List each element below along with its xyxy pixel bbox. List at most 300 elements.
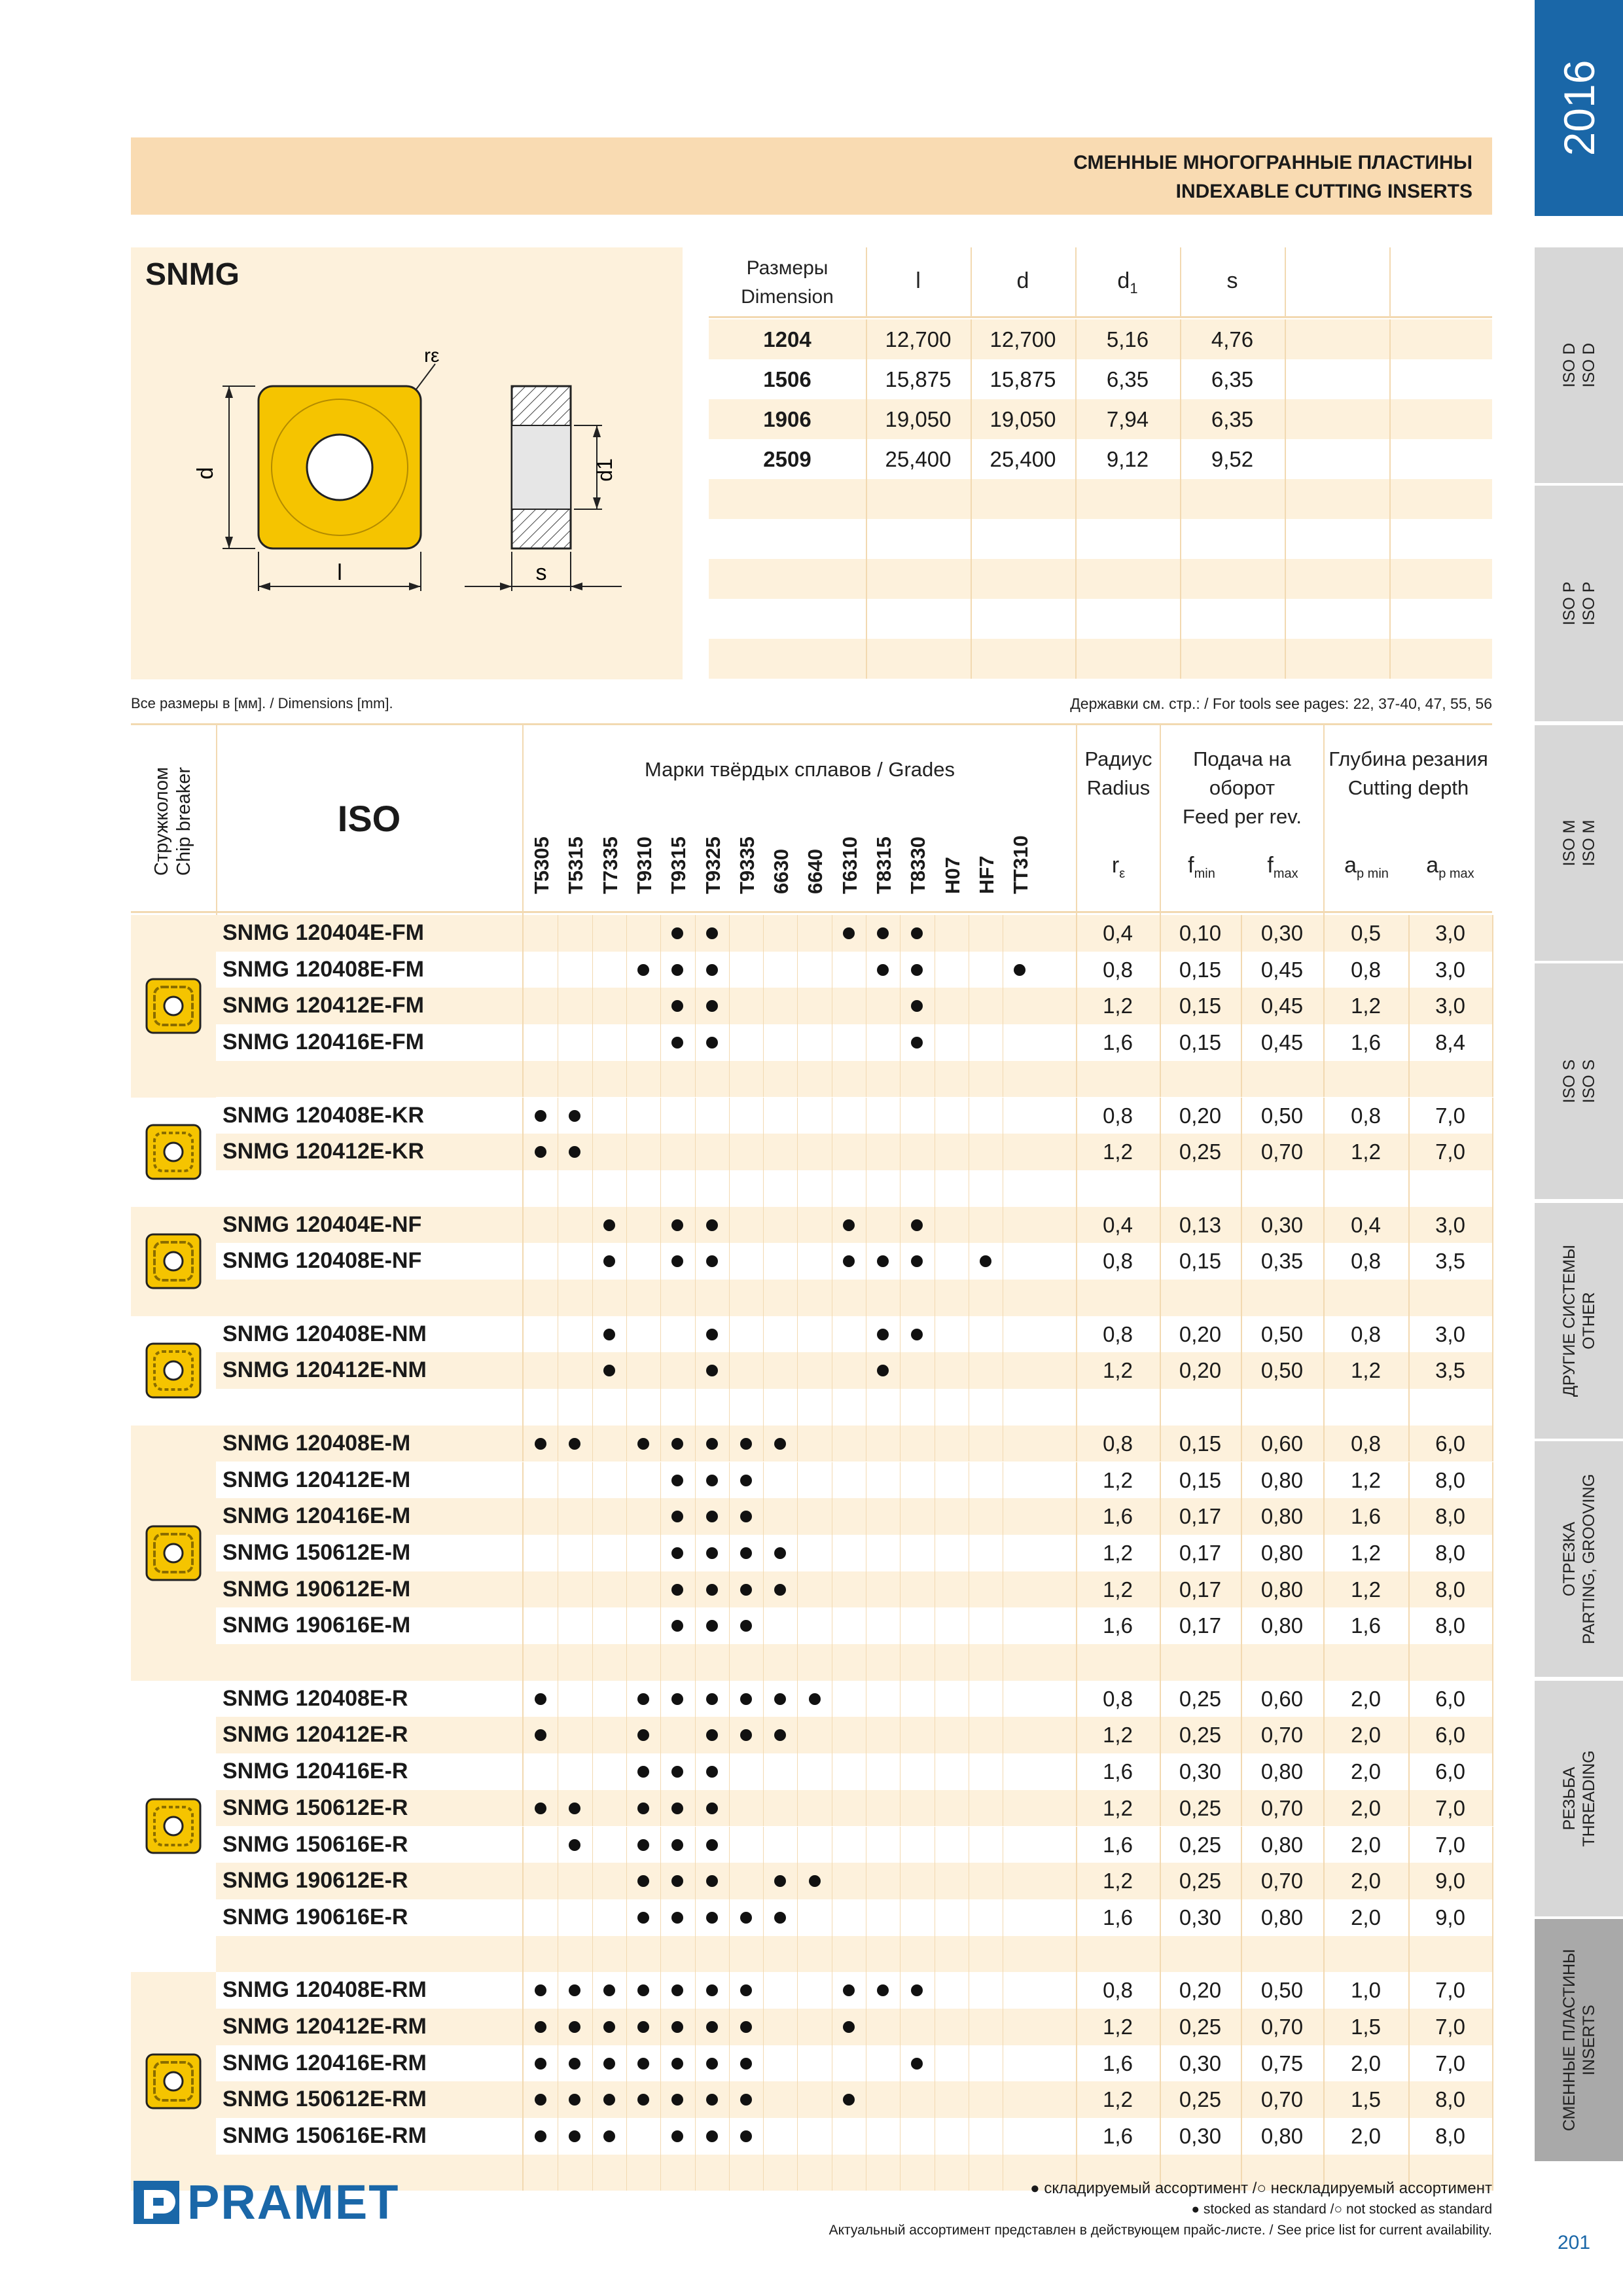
cell-r: 0,8 xyxy=(1103,1431,1133,1456)
chipbreaker-icon xyxy=(131,1098,216,1207)
stock-dot xyxy=(706,1329,718,1340)
insert-code: SNMG 190612E-R xyxy=(223,1868,408,1893)
dim-cell-l: 25,400 xyxy=(885,447,952,471)
stock-dot xyxy=(1014,964,1026,976)
cell-r: 1,6 xyxy=(1103,1613,1133,1638)
header-title-en: INDEXABLE CUTTING INSERTS xyxy=(1175,181,1472,202)
stock-dot xyxy=(706,2058,718,2070)
cell-apmin: 1,0 xyxy=(1351,1978,1381,2003)
cell-fmin: 0,25 xyxy=(1179,1795,1222,1820)
grade-header: T8330 xyxy=(906,836,930,894)
stock-dot xyxy=(706,1438,718,1450)
dim-cell-d: 25,400 xyxy=(990,447,1056,471)
cell-apmax: 7,0 xyxy=(1435,2015,1465,2039)
cell-fmin: 0,25 xyxy=(1179,1869,1222,1893)
chipbreaker-icon xyxy=(131,1426,216,1681)
cell-r: 1,6 xyxy=(1103,1030,1133,1055)
stock-dot xyxy=(535,2130,546,2142)
table-row xyxy=(216,1681,1492,1717)
cell-fmin: 0,25 xyxy=(1179,1686,1222,1711)
grade-header: T9325 xyxy=(701,836,724,894)
grade-header: T5315 xyxy=(564,836,588,894)
insert-code: SNMG 120412E-M xyxy=(223,1467,411,1492)
stock-dot xyxy=(706,1547,718,1559)
legend-availability: Актуальный ассортимент представлен в действующем прайс-листе. / See price list for current availability. xyxy=(829,2223,1492,2238)
stock-dot xyxy=(637,1803,649,1814)
cell-apmin: 1,6 xyxy=(1351,1030,1381,1055)
cell-fmin: 0,15 xyxy=(1179,994,1222,1018)
cell-r: 1,2 xyxy=(1103,1467,1133,1492)
sym-r: $r_\varepsilon$ xyxy=(1111,853,1126,881)
dim-cell-d: 15,875 xyxy=(990,367,1056,391)
insert-code: SNMG 190612E-M xyxy=(223,1576,411,1602)
dim-label-re: rε xyxy=(424,345,440,367)
grade-header: HF7 xyxy=(974,855,998,894)
cell-r: 1,2 xyxy=(1103,1795,1133,1820)
grade-header: T9315 xyxy=(667,836,690,894)
dim-cell-d: 19,050 xyxy=(990,407,1056,431)
cell-fmax: 0,80 xyxy=(1260,1504,1304,1529)
cell-fmax: 0,70 xyxy=(1260,2015,1304,2039)
table-spacer-row xyxy=(216,1644,1492,1681)
cell-fmax: 0,80 xyxy=(1260,1467,1304,1492)
insert-code: SNMG 120412E-FM xyxy=(223,993,424,1018)
stock-dot xyxy=(603,1365,615,1376)
cell-r: 1,6 xyxy=(1103,1759,1133,1784)
cell-apmin: 0,8 xyxy=(1351,1103,1381,1128)
stock-dot xyxy=(671,1984,683,1996)
stock-dot xyxy=(671,1547,683,1559)
stock-dot xyxy=(740,2130,752,2142)
stock-dot xyxy=(877,927,889,939)
stock-dot xyxy=(740,1584,752,1596)
cell-fmax: 0,45 xyxy=(1260,994,1304,1018)
stock-dot xyxy=(706,1766,718,1778)
stock-dot xyxy=(671,1620,683,1632)
col-l: l xyxy=(916,268,921,293)
stock-dot xyxy=(637,1438,649,1450)
stock-dot xyxy=(603,2130,615,2142)
cell-apmax: 7,0 xyxy=(1435,1139,1465,1164)
stock-dot xyxy=(637,1984,649,1996)
table-row xyxy=(216,1352,1492,1389)
insert-code: SNMG 120404E-FM xyxy=(223,920,424,945)
cell-fmax: 0,30 xyxy=(1260,921,1304,945)
cell-r: 1,2 xyxy=(1103,1577,1133,1602)
cell-apmin: 1,2 xyxy=(1351,1467,1381,1492)
sym-fmin: $f_{min}$ xyxy=(1188,853,1215,881)
insert-code: SNMG 120408E-KR xyxy=(223,1102,425,1128)
legend-ru: ● складируемый ассортимент /○ нескладируемый ассортимент xyxy=(1030,2179,1492,2197)
stock-dot xyxy=(535,1110,546,1122)
cell-fmin: 0,20 xyxy=(1179,1321,1222,1346)
grades-header: Марки твёрдых сплавов / Grades xyxy=(644,758,955,781)
insert-code: SNMG 120412E-R xyxy=(223,1722,408,1748)
year-label: 2016 xyxy=(1554,60,1603,156)
page-number: 201 xyxy=(1558,2232,1591,2253)
dim-cell-s: 6,35 xyxy=(1211,367,1254,391)
dim-cell-l: 19,050 xyxy=(885,407,952,431)
stock-dot xyxy=(603,1219,615,1231)
stock-dot xyxy=(706,1693,718,1705)
table-row xyxy=(216,1899,1492,1936)
cell-fmax: 0,30 xyxy=(1260,1212,1304,1237)
stock-dot xyxy=(706,2094,718,2106)
stock-dot xyxy=(569,1110,580,1122)
cell-fmax: 0,45 xyxy=(1260,1030,1304,1055)
dimension-row xyxy=(709,519,1492,559)
cell-r: 1,6 xyxy=(1103,1905,1133,1929)
stock-dot xyxy=(740,1729,752,1741)
cell-apmax: 7,0 xyxy=(1435,2051,1465,2075)
dim-cell-d1: 9,12 xyxy=(1106,447,1149,471)
sidebar-tab-6[interactable] xyxy=(1535,1681,1623,1919)
table-row xyxy=(216,988,1492,1024)
stock-dot xyxy=(740,1984,752,1996)
cell-fmax: 0,70 xyxy=(1260,1869,1304,1893)
stock-dot xyxy=(843,1984,855,1996)
stock-dot xyxy=(706,1511,718,1522)
stock-dot xyxy=(671,1475,683,1486)
dimension-row xyxy=(709,359,1492,399)
dim-cell-s: 9,52 xyxy=(1211,447,1254,471)
stock-dot xyxy=(809,1875,821,1887)
cell-fmin: 0,15 xyxy=(1179,1431,1222,1456)
stock-dot xyxy=(911,1037,923,1049)
stock-dot xyxy=(774,1547,786,1559)
feed-header: Подача на оборот Feed per rev. xyxy=(1182,747,1302,828)
sidebar-tab-label: РЕЗЬБА THREADING xyxy=(1560,1750,1598,1847)
col-s: s xyxy=(1226,268,1238,293)
cell-fmax: 0,60 xyxy=(1260,1686,1304,1711)
cell-apmin: 1,6 xyxy=(1351,1504,1381,1529)
dim-cell-d1: 6,35 xyxy=(1106,367,1149,391)
grade-table-header xyxy=(131,723,1492,913)
cell-apmax: 3,0 xyxy=(1435,957,1465,982)
dimension-row xyxy=(709,399,1492,439)
cell-fmin: 0,15 xyxy=(1179,1249,1222,1274)
stock-dot xyxy=(637,1875,649,1887)
cell-fmax: 0,80 xyxy=(1260,2124,1304,2149)
cell-fmax: 0,75 xyxy=(1260,2051,1304,2075)
pramet-logo-icon xyxy=(131,2178,183,2227)
chipbreaker-header: Стружколом Chip breaker xyxy=(151,766,194,876)
chipbreaker-icon xyxy=(131,915,216,1098)
dimension-header-en: Dimension xyxy=(741,286,834,308)
cell-apmin: 2,0 xyxy=(1351,2051,1381,2075)
stock-dot xyxy=(603,1255,615,1267)
cell-r: 0,8 xyxy=(1103,1103,1133,1128)
stock-dot xyxy=(740,2021,752,2033)
cell-apmax: 8,0 xyxy=(1435,1577,1465,1602)
sidebar-tab-4[interactable] xyxy=(1535,1203,1623,1441)
table-row xyxy=(216,1462,1492,1499)
insert-code: SNMG 150612E-RM xyxy=(223,2087,427,2112)
insert-code: SNMG 120404E-NF xyxy=(223,1211,422,1237)
stock-dot xyxy=(706,1037,718,1049)
depth-header: Глубина резания Cutting depth xyxy=(1329,747,1488,799)
stock-dot xyxy=(843,927,855,939)
cell-r: 1,2 xyxy=(1103,1869,1133,1893)
table-row xyxy=(216,2045,1492,2082)
chipbreaker-icon xyxy=(131,1972,216,2191)
stock-dot xyxy=(671,1255,683,1267)
cell-fmin: 0,25 xyxy=(1179,1723,1222,1748)
insert-hole xyxy=(307,435,372,500)
stock-dot xyxy=(569,2094,580,2106)
table-spacer-row xyxy=(216,1936,1492,1973)
stock-dot xyxy=(671,1438,683,1450)
sidebar-tab-label: ISO D ISO D xyxy=(1560,342,1598,388)
chipbreaker-icon xyxy=(131,1316,216,1426)
stock-dot xyxy=(740,1547,752,1559)
insert-code: SNMG 120408E-NF xyxy=(223,1248,422,1274)
cell-fmax: 0,80 xyxy=(1260,1613,1304,1638)
col-d1: $d_1$ xyxy=(1117,268,1138,296)
cell-apmax: 3,0 xyxy=(1435,921,1465,945)
insert-drawing xyxy=(131,247,683,679)
stock-dot xyxy=(569,1984,580,1996)
stock-dot xyxy=(706,2021,718,2033)
cell-r: 0,8 xyxy=(1103,1978,1133,2003)
cell-fmin: 0,30 xyxy=(1179,1905,1222,1929)
stock-dot xyxy=(706,1912,718,1924)
cell-fmin: 0,17 xyxy=(1179,1540,1222,1565)
title-band xyxy=(131,137,1492,215)
dimension-row xyxy=(709,639,1492,679)
stock-dot xyxy=(843,2094,855,2106)
cell-apmax: 7,0 xyxy=(1435,1978,1465,2003)
stock-dot xyxy=(774,1584,786,1596)
stock-dot xyxy=(774,1912,786,1924)
cell-r: 1,6 xyxy=(1103,2124,1133,2149)
stock-dot xyxy=(671,1693,683,1705)
sidebar-tab-0[interactable] xyxy=(1535,247,1623,486)
sidebar-tab-2[interactable] xyxy=(1535,725,1623,963)
cell-apmax: 8,0 xyxy=(1435,1540,1465,1565)
cell-fmax: 0,80 xyxy=(1260,1905,1304,1929)
stock-dot xyxy=(843,1255,855,1267)
cell-r: 1,2 xyxy=(1103,994,1133,1018)
cell-fmax: 0,50 xyxy=(1260,1358,1304,1383)
cell-fmax: 0,70 xyxy=(1260,2087,1304,2112)
stock-dot xyxy=(843,2021,855,2033)
stock-dot xyxy=(911,927,923,939)
legend-en: ● stocked as standard /○ not stocked as standard xyxy=(1191,2202,1492,2217)
dim-cell-size: 1906 xyxy=(763,407,812,431)
stock-dot xyxy=(603,2058,615,2070)
sidebar-tab-1[interactable] xyxy=(1535,486,1623,724)
stock-dot xyxy=(774,1438,786,1450)
cell-apmin: 2,0 xyxy=(1351,1723,1381,1748)
stock-dot xyxy=(637,1693,649,1705)
table-row xyxy=(216,1134,1492,1170)
stock-dot xyxy=(671,1511,683,1522)
dim-label-s: s xyxy=(535,560,547,585)
table-row xyxy=(216,2118,1492,2155)
cell-fmin: 0,25 xyxy=(1179,2087,1222,2112)
stock-dot xyxy=(569,2130,580,2142)
stock-dot xyxy=(740,2094,752,2106)
insert-code: SNMG 150616E-RM xyxy=(223,2123,427,2149)
cell-apmin: 2,0 xyxy=(1351,1905,1381,1929)
sidebar-tab-label: ОТРЕЗКА PARTING, GROOVING xyxy=(1560,1473,1598,1645)
cell-r: 1,2 xyxy=(1103,1358,1133,1383)
stock-dot xyxy=(637,1839,649,1851)
stock-dot xyxy=(671,1912,683,1924)
radius-header: Радиус Radius xyxy=(1084,747,1152,799)
stock-dot xyxy=(740,1912,752,1924)
stock-dot xyxy=(671,1803,683,1814)
insert-code: SNMG 120408E-M xyxy=(223,1430,411,1456)
dim-cell-size: 1506 xyxy=(763,367,812,391)
sidebar-tab-3[interactable] xyxy=(1535,963,1623,1202)
stock-dot xyxy=(911,1000,923,1012)
stock-dot xyxy=(569,1839,580,1851)
sidebar-tab-7[interactable] xyxy=(1535,1919,1623,2164)
stock-dot xyxy=(637,1766,649,1778)
dimension-row xyxy=(709,559,1492,599)
insert-code: SNMG 120416E-RM xyxy=(223,2050,427,2075)
stock-dot xyxy=(740,1438,752,1450)
sidebar-tab-5[interactable] xyxy=(1535,1441,1623,1679)
cell-fmin: 0,15 xyxy=(1179,1467,1222,1492)
stock-dot xyxy=(843,1219,855,1231)
cell-fmin: 0,15 xyxy=(1179,957,1222,982)
stock-dot xyxy=(706,1584,718,1596)
cell-apmin: 2,0 xyxy=(1351,2124,1381,2149)
stock-dot xyxy=(671,2058,683,2070)
stock-dot xyxy=(569,2058,580,2070)
cell-fmin: 0,25 xyxy=(1179,1832,1222,1857)
cell-fmax: 0,70 xyxy=(1260,1795,1304,1820)
stock-dot xyxy=(671,1584,683,1596)
stock-dot xyxy=(671,2021,683,2033)
cell-r: 1,2 xyxy=(1103,1139,1133,1164)
year-tab[interactable] xyxy=(1535,0,1623,216)
cell-r: 0,4 xyxy=(1103,921,1133,945)
stock-dot xyxy=(603,2021,615,2033)
cell-fmax: 0,70 xyxy=(1260,1723,1304,1748)
cell-apmin: 2,0 xyxy=(1351,1832,1381,1857)
dimension-table-header xyxy=(709,247,1492,318)
table-row xyxy=(216,1717,1492,1753)
cell-apmin: 0,4 xyxy=(1351,1212,1381,1237)
stock-dot xyxy=(637,2021,649,2033)
dimension-header-ru: Размеры xyxy=(746,257,829,279)
stock-dot xyxy=(877,1984,889,1996)
cell-apmax: 3,5 xyxy=(1435,1358,1465,1383)
cell-fmin: 0,17 xyxy=(1179,1613,1222,1638)
table-row xyxy=(216,1753,1492,1790)
header-title-ru: СМЕННЫЕ МНОГОГРАННЫЕ ПЛАСТИНЫ xyxy=(1073,152,1472,173)
cell-apmax: 7,0 xyxy=(1435,1795,1465,1820)
stock-dot xyxy=(706,1839,718,1851)
cell-apmax: 8,0 xyxy=(1435,1613,1465,1638)
cell-apmin: 1,2 xyxy=(1351,1540,1381,1565)
stock-dot xyxy=(911,2058,923,2070)
dim-label-l: l xyxy=(337,560,342,585)
cell-apmin: 1,2 xyxy=(1351,1358,1381,1383)
grade-header: 6630 xyxy=(770,849,793,894)
stock-dot xyxy=(706,2130,718,2142)
stock-dot xyxy=(774,1693,786,1705)
cell-apmin: 1,2 xyxy=(1351,994,1381,1018)
stock-dot xyxy=(706,1000,718,1012)
cell-fmin: 0,13 xyxy=(1179,1212,1222,1237)
stock-dot xyxy=(706,1219,718,1231)
cell-r: 1,2 xyxy=(1103,2015,1133,2039)
stock-dot xyxy=(637,1912,649,1924)
stock-dot xyxy=(706,1365,718,1376)
stock-dot xyxy=(740,1511,752,1522)
stock-dot xyxy=(671,1766,683,1778)
cell-apmax: 8,0 xyxy=(1435,1467,1465,1492)
cell-fmax: 0,50 xyxy=(1260,1321,1304,1346)
table-row xyxy=(216,1790,1492,1827)
cell-r: 0,8 xyxy=(1103,957,1133,982)
cell-fmin: 0,30 xyxy=(1179,2051,1222,2075)
table-row xyxy=(216,1426,1492,1462)
cell-apmin: 1,5 xyxy=(1351,2087,1381,2112)
stock-dot xyxy=(671,2094,683,2106)
grade-header: T7335 xyxy=(598,836,622,894)
cell-fmax: 0,35 xyxy=(1260,1249,1304,1274)
insert-code: SNMG 120416E-FM xyxy=(223,1030,424,1055)
cell-apmax: 8,4 xyxy=(1435,1030,1465,1055)
stock-dot xyxy=(569,1146,580,1158)
insert-code: SNMG 190616E-M xyxy=(223,1613,411,1638)
cell-fmax: 0,60 xyxy=(1260,1431,1304,1456)
stock-dot xyxy=(809,1693,821,1705)
cell-apmax: 6,0 xyxy=(1435,1723,1465,1748)
table-row xyxy=(216,1571,1492,1608)
stock-dot xyxy=(706,1729,718,1741)
stock-dot xyxy=(603,2094,615,2106)
grade-header: T5305 xyxy=(530,836,553,894)
insert-code: SNMG 120408E-RM xyxy=(223,1977,427,2003)
col-d: d xyxy=(1016,268,1029,293)
cell-r: 1,6 xyxy=(1103,1504,1133,1529)
stock-dot xyxy=(671,1037,683,1049)
cell-fmin: 0,17 xyxy=(1179,1504,1222,1529)
table-row xyxy=(216,2009,1492,2045)
table-spacer-row xyxy=(216,1170,1492,1207)
dim-label-d1: d1 xyxy=(593,458,616,482)
cell-fmin: 0,30 xyxy=(1179,2124,1222,2149)
cell-apmax: 7,0 xyxy=(1435,1103,1465,1128)
dimension-row xyxy=(709,479,1492,519)
cell-r: 0,8 xyxy=(1103,1321,1133,1346)
sidebar-tab-label: ISO S ISO S xyxy=(1560,1059,1598,1103)
sidebar-tab-label: СМЕННЫЕ ПЛАСТИНЫ INSERTS xyxy=(1560,1948,1598,2132)
sym-fmax: $f_{max}$ xyxy=(1267,853,1298,881)
stock-dot xyxy=(877,1255,889,1267)
dimension-row xyxy=(709,319,1492,359)
dimension-row xyxy=(709,599,1492,639)
stock-dot xyxy=(569,2021,580,2033)
stock-dot xyxy=(535,1729,546,1741)
stock-dot xyxy=(535,1146,546,1158)
cell-apmax: 8,0 xyxy=(1435,2087,1465,2112)
stock-dot xyxy=(535,1438,546,1450)
brand-name: PRAMET xyxy=(187,2175,400,2229)
stock-dot xyxy=(535,1984,546,1996)
cell-apmin: 1,2 xyxy=(1351,1577,1381,1602)
insert-code: SNMG 190616E-R xyxy=(223,1904,408,1929)
stock-dot xyxy=(911,1255,923,1267)
dim-cell-s: 4,76 xyxy=(1211,327,1254,351)
